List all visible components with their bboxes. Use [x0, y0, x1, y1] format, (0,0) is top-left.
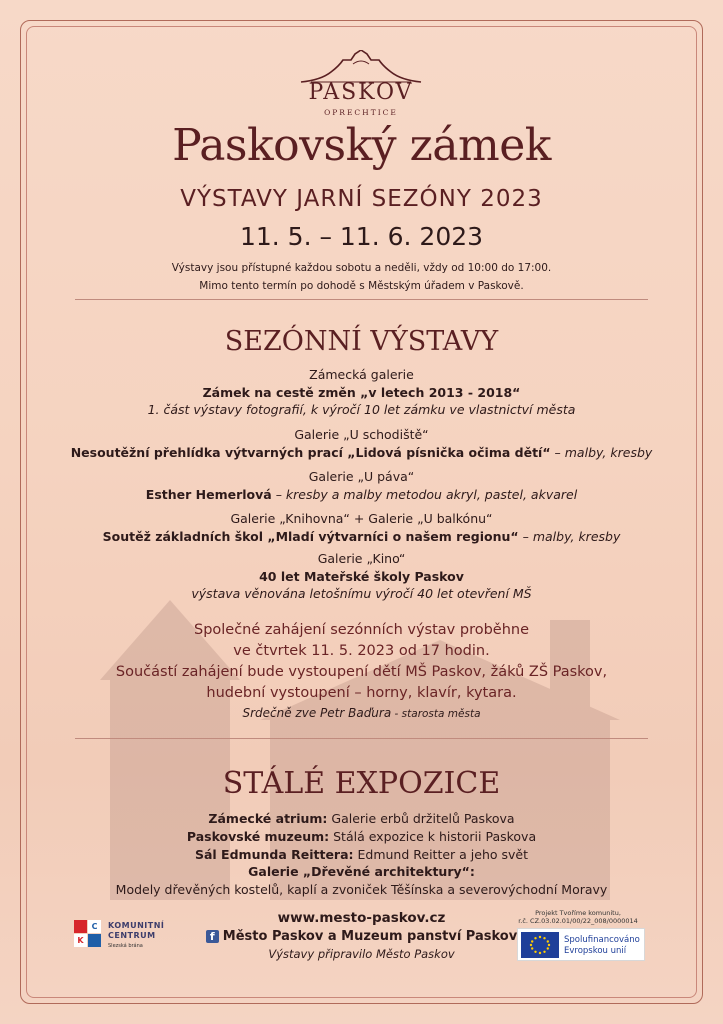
- opening-line-3: Součástí zahájení bude vystoupení dětí MŠ Paskov, žáků ZŠ Paskov,: [115, 664, 608, 680]
- prepared-by: Výstavy připravilo Město Paskov: [268, 947, 455, 961]
- permanent-text: Galerie erbů držitelů Paskova: [327, 811, 515, 826]
- exhibit-title: Zámek na cestě změn „v letech 2013 - 2018“: [202, 384, 521, 400]
- permanent-label: Zámecké atrium:: [208, 811, 328, 826]
- page-title: Paskovský zámek: [172, 120, 551, 171]
- permanent-label: Paskovské muzeum:: [186, 828, 330, 844]
- exhibit-title: Soutěž základních škol „Mladí výtvarníci o našem regionu“: [102, 528, 519, 544]
- exhibit-description: – malby, kresby: [518, 528, 621, 544]
- kc-letter-c: C: [88, 920, 101, 933]
- permanent-text: Edmund Reitter a jeho svět: [353, 846, 529, 862]
- opening-line-2: ve čtvrtek 11. 5. 2023 od 17 hodin.: [233, 643, 490, 659]
- kc-letter-k: K: [74, 934, 87, 947]
- divider-middle: [75, 738, 648, 739]
- exhibit-item: [0, 366, 723, 419]
- kc-line-1: KOMUNITNÍ: [108, 921, 165, 930]
- season-subtitle: VÝSTAVY JARNÍ SEZÓNY 2023: [180, 186, 543, 212]
- eu-flag-icon: [521, 932, 559, 958]
- eu-project-info: [510, 909, 646, 925]
- permanent-item: [0, 810, 723, 828]
- opening-line-1: Společné zahájení sezónních výstav proběhne: [193, 622, 530, 638]
- permanent-label: Galerie „Dřevěné architektury“:: [248, 864, 475, 880]
- exhibit-line: [0, 486, 723, 504]
- kc-text: [108, 921, 164, 951]
- exhibit-title: Esther Hemerlová: [145, 486, 272, 502]
- permanent-item: [0, 863, 723, 881]
- eu-label: [564, 935, 640, 957]
- opening-announcement: [0, 620, 723, 704]
- eu-funding-badge: [517, 928, 645, 961]
- facebook-label: Město Paskov a Muzeum panství Paskov: [222, 929, 518, 944]
- opening-hours: [0, 259, 723, 295]
- permanent-label: Sál Edmunda Reittera:: [194, 846, 354, 862]
- invitation: [0, 706, 723, 720]
- logo-name: PASKOV: [308, 80, 414, 105]
- eu-project-line-1: Projekt Tvoříme komunitu,: [535, 909, 621, 917]
- logo-subtitle: OPRECHTICE: [324, 108, 398, 117]
- exhibit-item: [0, 426, 723, 461]
- opening-line-4: hudební vystoupení – horny, klavír, kytara.: [206, 685, 517, 701]
- castle-roof-icon: [281, 50, 441, 84]
- eu-project-line-2: r.č. CZ.03.02.01/00/22_008/0000014: [518, 917, 638, 925]
- exhibit-item: [0, 468, 723, 503]
- exhibit-item: [0, 510, 723, 545]
- info-line-1: Výstavy jsou přístupné každou sobotu a neděli, vždy od 10:00 do 17:00.: [171, 262, 552, 274]
- exhibit-title: 40 let Mateřské školy Paskov: [259, 568, 464, 584]
- permanent-item: [0, 846, 723, 864]
- divider-top: [75, 299, 648, 300]
- eu-label-line-1: Spolufinancováno: [564, 935, 640, 945]
- exhibit-location: Galerie „Knihovna“ + Galerie „U balkónu“: [230, 511, 493, 526]
- date-range: 11. 5. – 11. 6. 2023: [239, 222, 484, 251]
- permanent-last-line: Modely dřevěných kostelů, kaplí a zvoniček Těšínska a severovýchodní Moravy: [115, 882, 608, 898]
- exhibit-line: [0, 528, 723, 546]
- exhibit-location: Zámecká galerie: [309, 367, 414, 382]
- exhibit-location: Galerie „Kino“: [317, 551, 406, 566]
- website-link[interactable]: www.mesto-paskov.cz: [277, 910, 446, 926]
- seasonal-heading: SEZÓNNÍ VÝSTAVY: [224, 326, 499, 357]
- permanent-heading: STÁLÉ EXPOZICE: [222, 766, 501, 801]
- footer-contacts: [160, 910, 563, 961]
- exhibit-location: Galerie „U schodiště“: [294, 427, 429, 442]
- kc-grid-icon: [74, 920, 102, 948]
- facebook-link[interactable]: [160, 929, 563, 944]
- permanent-list: [0, 810, 723, 899]
- kc-line-3: Slezská brána: [108, 943, 143, 949]
- permanent-text: Stálá expozice k historii Paskova: [329, 828, 537, 844]
- exhibit-description: 1. část výstavy fotografií, k výročí 10 let zámku ve vlastnictví města: [147, 402, 576, 417]
- exhibit-location: Galerie „U páva“: [308, 469, 415, 484]
- paskov-logo: [281, 50, 441, 120]
- exhibit-description: výstava věnována letošnímu výročí 40 let otevření MŠ: [191, 586, 532, 601]
- exhibit-line: [0, 444, 723, 462]
- kc-line-2: CENTRUM: [108, 931, 156, 940]
- info-line-2: Mimo tento termín po dohodě s Městským úřadem v Paskově.: [199, 280, 524, 292]
- invite-text: Srdečně zve Petr Baďura: [242, 706, 392, 720]
- permanent-item: [0, 828, 723, 846]
- invite-role: - starosta města: [391, 708, 481, 720]
- exhibit-description: – malby, kresby: [550, 444, 653, 460]
- eu-label-line-2: Evropskou unií: [564, 946, 627, 956]
- facebook-icon: f: [206, 930, 219, 943]
- exhibit-item: [0, 550, 723, 603]
- exhibit-title: Nesoutěžní přehlídka výtvarných prací „Lidová písnička očima dětí“: [70, 444, 551, 460]
- exhibit-description: – kresby a malby metodou akryl, pastel, akvarel: [271, 486, 578, 502]
